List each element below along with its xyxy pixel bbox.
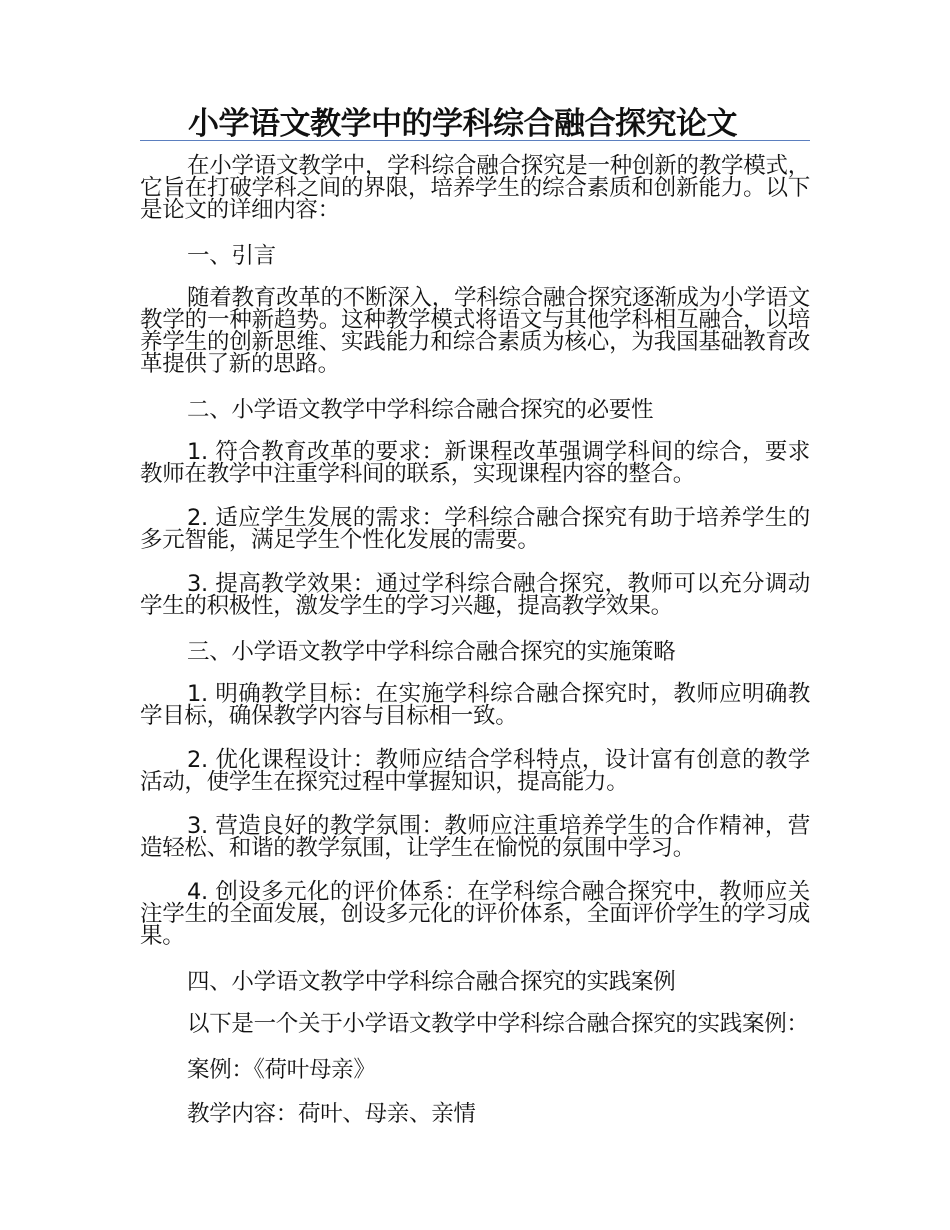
intro-section-paragraph: 随着教育改革的不断深入，学科综合融合探究逐渐成为小学语文教学的一种新趋势。这种教学模式将语文与其他学科相互融合，以培养学生的创新思维、实践能力和综合素质为核心，为我国基础教育改革提供了新的思路。 xyxy=(140,285,810,377)
document-title: 小学语文教学中的学科综合融合探究论文 xyxy=(188,106,737,142)
strategy-item-4: 4. 创设多元化的评价体系：在学科综合融合探究中，教师应关注学生的全面发展，创设多元化的评价体系，全面评价学生的学习成果。 xyxy=(140,879,810,949)
document-body xyxy=(140,155,810,1145)
case-content: 教学内容：荷叶、母亲、亲情 xyxy=(187,1101,476,1127)
title-underline xyxy=(140,140,810,141)
section-heading-intro: 一、引言 xyxy=(187,243,276,269)
case-title: 案例：《荷叶母亲》 xyxy=(187,1057,376,1083)
section-heading-necessity: 二、小学语文教学中学科综合融合探究的必要性 xyxy=(187,397,654,423)
strategy-item-2: 2. 优化课程设计：教师应结合学科特点，设计富有创意的教学活动，使学生在探究过程中掌握知识，提高能力。 xyxy=(140,747,810,795)
case-intro-paragraph: 以下是一个关于小学语文教学中学科综合融合探究的实践案例： xyxy=(187,1011,809,1037)
intro-paragraph: 在小学语文教学中，学科综合融合探究是一种创新的教学模式，它旨在打破学科之间的界限，培养学生的综合素质和创新能力。以下是论文的详细内容： xyxy=(140,153,810,223)
necessity-item-2: 2. 适应学生发展的需求：学科综合融合探究有助于培养学生的多元智能，满足学生个性化发展的需要。 xyxy=(140,505,810,553)
section-heading-case: 四、小学语文教学中学科综合融合探究的实践案例 xyxy=(187,969,676,995)
strategy-item-3: 3. 营造良好的教学氛围：教师应注重培养学生的合作精神，营造轻松、和谐的教学氛围，让学生在愉悦的氛围中学习。 xyxy=(140,813,810,861)
necessity-item-1: 1. 符合教育改革的要求：新课程改革强调学科间的综合，要求教师在教学中注重学科间的联系，实现课程内容的整合。 xyxy=(140,439,810,487)
necessity-item-3: 3. 提高教学效果：通过学科综合融合探究，教师可以充分调动学生的积极性，激发学生的学习兴趣，提高教学效果。 xyxy=(140,571,810,619)
strategy-item-1: 1. 明确教学目标：在实施学科综合融合探究时，教师应明确教学目标，确保教学内容与目标相一致。 xyxy=(140,681,810,729)
section-heading-strategies: 三、小学语文教学中学科综合融合探究的实施策略 xyxy=(187,639,676,665)
